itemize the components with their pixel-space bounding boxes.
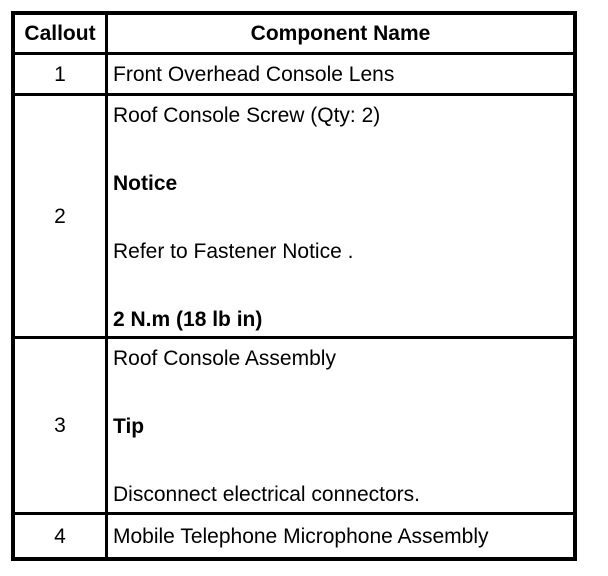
tip-text: Disconnect electrical connectors. — [113, 483, 420, 506]
torque-spec: 2 N.m (18 lb in) — [113, 308, 263, 331]
row-1-component-name: Front Overhead Console Lens — [108, 55, 573, 96]
header-callout: Callout — [15, 15, 108, 55]
notice-text: Refer to Fastener Notice . — [113, 240, 354, 263]
row-1-callout: 1 — [15, 55, 108, 96]
row-3-component-name: Roof Console Assembly — [113, 347, 336, 370]
row-3-callout: 3 — [15, 339, 108, 515]
component-table — [11, 11, 577, 561]
row-2-component-name: Roof Console Screw (Qty: 2) — [113, 104, 381, 127]
row-4-component-name: Mobile Telephone Microphone Assembly — [113, 524, 489, 548]
tip-heading: Tip — [113, 415, 145, 438]
row-4-callout: 4 — [15, 515, 108, 557]
row-3-component-cell — [108, 339, 573, 515]
row-2-callout: 2 — [15, 96, 108, 339]
row-2-component-cell — [108, 96, 573, 339]
header-component-name: Component Name — [108, 15, 573, 55]
notice-heading: Notice — [113, 172, 178, 195]
